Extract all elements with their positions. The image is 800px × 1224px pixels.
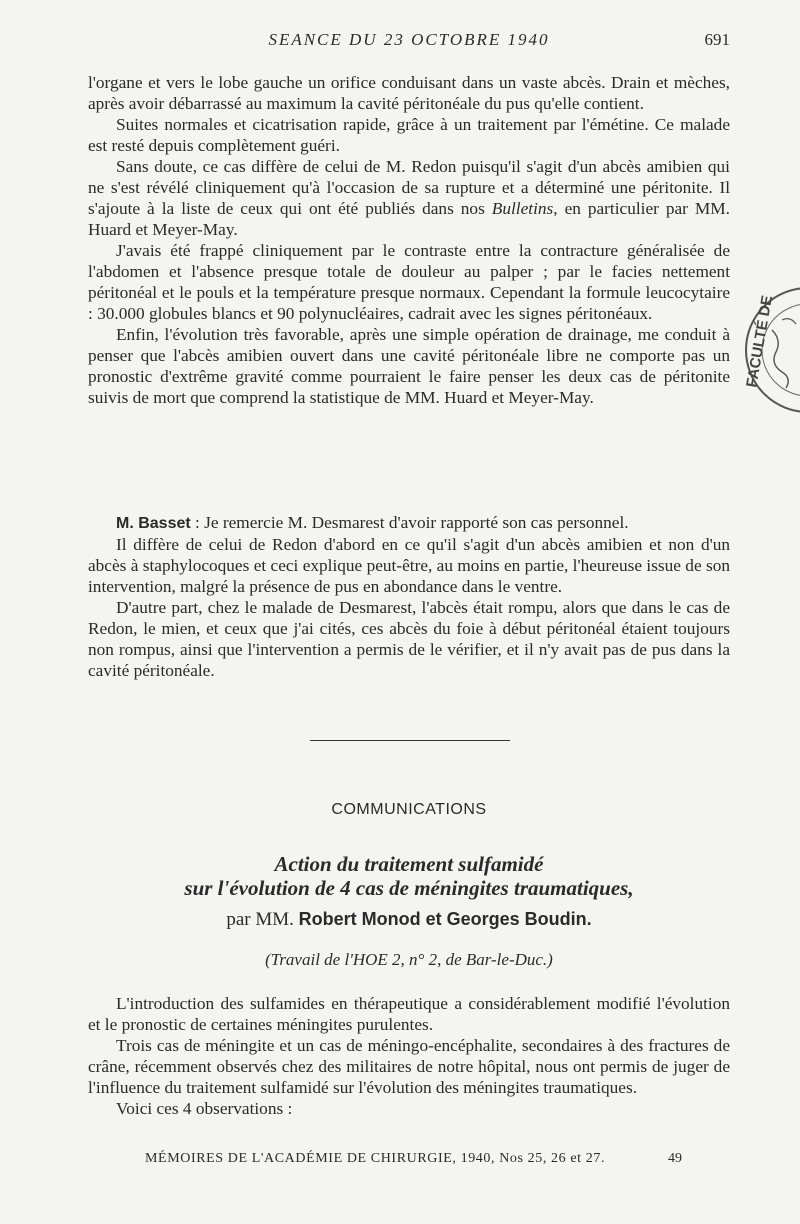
paragraph: Suites normales et cicatrisation rapide, grâce à un traitement par l'émétine. Ce malade est resté depuis complètement guéri.	[88, 115, 730, 155]
running-head	[88, 30, 730, 56]
paragraph: D'autre part, chez le malade de Desmarest, l'abcès était rompu, alors que dans le cas de Redon, le mien, et ceux que j'ai cités, ces abcès du foie à début péritonéal étaient toujours non rompus, ainsi que l'intervention a permis de le vérifier, et il n'y avait pas de pus dans la cavité péritonéale.	[88, 598, 730, 680]
page-number: 691	[704, 30, 730, 49]
stamp-seal-icon	[742, 270, 800, 440]
speaker-name: M. Basset	[116, 515, 191, 532]
stamp-text: FACULTÉ DE	[743, 294, 777, 389]
article-authors: par MM. Robert Monod et Georges Boudin.	[226, 909, 592, 930]
paragraph: Trois cas de méningite et un cas de méningo-encéphalite, secondaires à des fractures de crâne, récemment observés chez des militaires de notre hôpital, nous ont permis de juger de l'influence du traitement sulfamidé sur l'évolution des méningites traumatiques.	[88, 1036, 730, 1097]
paragraph: L'introduction des sulfamides en thérapeutique a considérablement modifié l'évolution et le pronostic de certaines méningites purulentes.	[88, 994, 730, 1034]
page-footer	[88, 1151, 730, 1175]
discussion-section	[88, 72, 730, 408]
basset-remarks	[88, 512, 730, 681]
article-body	[88, 993, 730, 1119]
paragraph: J'avais été frappé cliniquement par le contraste entre la contracture généralisée de l'abdomen et l'absence presque totale de douleur au palper ; par le facies nettement péritonéal et le pouls et la température presque normaux. Cependant la formule leucocytaire : 30.000 globules blancs et 90 polynucléaires, cadrait avec les signes péritonéaux.	[88, 241, 730, 323]
paragraph: Il diffère de celui de Redon d'abord en ce qu'il s'agit d'un abcès amibien et non d'un abcès à staphylocoques et ceci explique peut-être, au moins en partie, l'heureuse issue de son intervention, malgré la présence de pus en abondance dans le ventre.	[88, 535, 730, 596]
communications-heading: COMMUNICATIONS	[331, 801, 487, 818]
paragraph: Sans doute, ce cas diffère de celui de M. Redon puisqu'il s'agit d'un abcès amibien qui ne s'est révélé cliniquement qu'à l'occasion de sa rupture et a déterminé une péritonite. Il s'ajoute à la liste de ceux qui ont été publiés dans nos Bulletins, en particulier par MM. Huard et Meyer-May.	[88, 157, 730, 239]
library-stamp	[742, 270, 800, 440]
article-title-line1: Action du traitement sulfamidé	[274, 852, 544, 876]
journal-citation: MÉMOIRES DE L'ACADÉMIE DE CHIRURGIE, 1940, Nos 25, 26 et 27.	[145, 1151, 606, 1166]
paragraph: Enfin, l'évolution très favorable, après une simple opération de drainage, me conduit à penser que l'abcès amibien ouvert dans une cavité péritonéale libre ne comporte pas un pronostic d'extrême gravité comme pourraient le faire penser les deux cas de péritonite suivis de mort que comprend la statistique de MM. Huard et Meyer-May.	[88, 325, 730, 407]
paragraph: l'organe et vers le lobe gauche un orifice conduisant dans un vaste abcès. Drain et mèches, après avoir débarrassé au maximum la cavité péritonéale du pus qu'elle contient.	[88, 73, 730, 113]
bulletins-italic: Bulletins	[491, 199, 554, 218]
signature-number: 49	[668, 1151, 682, 1166]
section-divider	[310, 740, 510, 741]
paragraph: M. Basset : Je remercie M. Desmarest d'avoir rapporté son cas personnel.	[116, 513, 629, 532]
article-title-line2: sur l'évolution de 4 cas de méningites traumatiques,	[184, 876, 634, 900]
work-origin-note: (Travail de l'HOE 2, n° 2, de Bar-le-Duc.)	[265, 950, 553, 969]
paragraph: Voici ces 4 observations :	[116, 1099, 293, 1118]
author-names: Robert Monod et Georges Boudin.	[298, 909, 592, 929]
running-title: SEANCE DU 23 OCTOBRE 1940	[268, 30, 550, 49]
